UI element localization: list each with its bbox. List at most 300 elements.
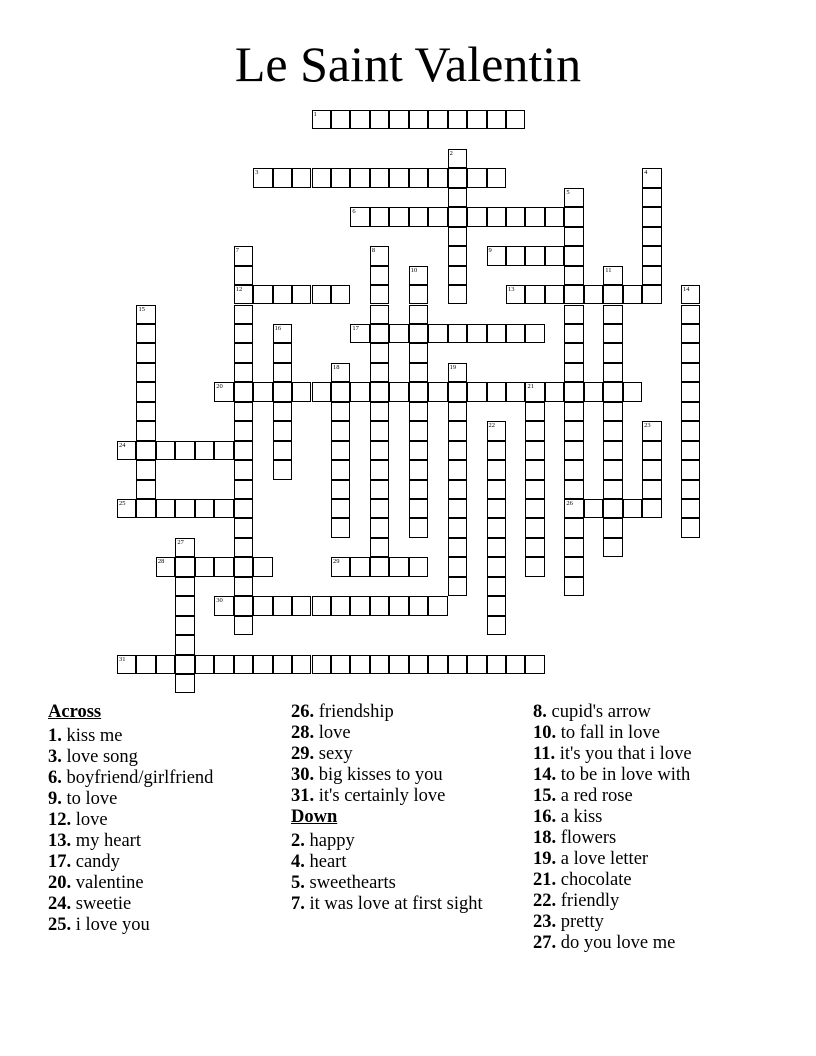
grid-cell[interactable]	[603, 285, 622, 304]
grid-cell[interactable]	[681, 480, 700, 499]
grid-cell[interactable]	[642, 188, 661, 207]
grid-cell[interactable]	[409, 285, 428, 304]
grid-cell[interactable]	[253, 285, 272, 304]
grid-cell[interactable]	[467, 207, 486, 226]
grid-cell[interactable]	[603, 538, 622, 557]
grid-cell[interactable]	[370, 285, 389, 304]
grid-cell[interactable]	[389, 324, 408, 343]
grid-cell[interactable]	[623, 285, 642, 304]
grid-cell[interactable]	[506, 207, 525, 226]
grid-cell[interactable]	[136, 421, 155, 440]
grid-cell[interactable]	[448, 168, 467, 187]
grid-cell[interactable]	[584, 499, 603, 518]
grid-cell[interactable]	[487, 324, 506, 343]
grid-cell[interactable]	[331, 110, 350, 129]
grid-cell[interactable]	[253, 382, 272, 401]
grid-cell[interactable]	[409, 480, 428, 499]
grid-cell[interactable]	[331, 499, 350, 518]
grid-cell[interactable]	[487, 518, 506, 537]
grid-cell[interactable]	[428, 324, 447, 343]
grid-cell[interactable]	[273, 285, 292, 304]
grid-cell[interactable]	[273, 324, 292, 343]
grid-cell[interactable]	[564, 557, 583, 576]
grid-cell[interactable]	[525, 518, 544, 537]
grid-cell[interactable]	[525, 538, 544, 557]
grid-cell[interactable]	[214, 499, 233, 518]
grid-cell[interactable]	[312, 168, 331, 187]
grid-cell[interactable]	[428, 110, 447, 129]
grid-cell[interactable]	[409, 168, 428, 187]
grid-cell[interactable]	[681, 499, 700, 518]
grid-cell[interactable]	[331, 421, 350, 440]
grid-cell[interactable]	[564, 246, 583, 265]
grid-cell[interactable]	[506, 324, 525, 343]
grid-cell[interactable]	[487, 382, 506, 401]
grid-cell[interactable]	[448, 577, 467, 596]
grid-cell[interactable]	[136, 460, 155, 479]
grid-cell[interactable]	[564, 421, 583, 440]
grid-cell[interactable]	[331, 382, 350, 401]
grid-cell[interactable]	[409, 557, 428, 576]
grid-cell[interactable]	[234, 557, 253, 576]
grid-cell[interactable]	[525, 557, 544, 576]
grid-cell[interactable]	[467, 110, 486, 129]
grid-cell[interactable]	[564, 480, 583, 499]
grid-cell[interactable]	[642, 246, 661, 265]
grid-cell[interactable]	[564, 382, 583, 401]
grid-cell[interactable]	[350, 596, 369, 615]
grid-cell[interactable]	[448, 324, 467, 343]
grid-cell[interactable]	[506, 655, 525, 674]
grid-cell[interactable]	[331, 168, 350, 187]
grid-cell[interactable]	[370, 518, 389, 537]
grid-cell[interactable]	[370, 557, 389, 576]
grid-cell[interactable]	[370, 402, 389, 421]
grid-cell[interactable]	[175, 674, 194, 693]
grid-cell[interactable]	[448, 441, 467, 460]
grid-cell[interactable]	[428, 382, 447, 401]
grid-cell[interactable]	[525, 460, 544, 479]
grid-cell[interactable]	[370, 343, 389, 362]
grid-cell[interactable]	[448, 207, 467, 226]
grid-cell[interactable]	[603, 402, 622, 421]
grid-cell[interactable]	[136, 441, 155, 460]
grid-cell[interactable]	[273, 382, 292, 401]
grid-cell[interactable]	[681, 285, 700, 304]
grid-cell[interactable]	[448, 285, 467, 304]
grid-cell[interactable]	[428, 596, 447, 615]
grid-cell[interactable]	[448, 518, 467, 537]
grid-cell[interactable]	[448, 110, 467, 129]
grid-cell[interactable]	[642, 266, 661, 285]
grid-cell[interactable]	[409, 402, 428, 421]
grid-cell[interactable]	[525, 402, 544, 421]
grid-cell[interactable]	[156, 557, 175, 576]
grid-cell[interactable]	[525, 285, 544, 304]
grid-cell[interactable]	[331, 655, 350, 674]
grid-cell[interactable]	[564, 227, 583, 246]
grid-cell[interactable]	[525, 207, 544, 226]
grid-cell[interactable]	[370, 538, 389, 557]
grid-cell[interactable]	[409, 596, 428, 615]
grid-cell[interactable]	[234, 246, 253, 265]
grid-cell[interactable]	[312, 110, 331, 129]
grid-cell[interactable]	[487, 577, 506, 596]
grid-cell[interactable]	[389, 382, 408, 401]
grid-cell[interactable]	[136, 655, 155, 674]
grid-cell[interactable]	[584, 382, 603, 401]
grid-cell[interactable]	[448, 538, 467, 557]
grid-cell[interactable]	[370, 363, 389, 382]
grid-cell[interactable]	[273, 402, 292, 421]
grid-cell[interactable]	[467, 168, 486, 187]
grid-cell[interactable]	[603, 363, 622, 382]
grid-cell[interactable]	[506, 285, 525, 304]
grid-cell[interactable]	[448, 499, 467, 518]
grid-cell[interactable]	[370, 655, 389, 674]
grid-cell[interactable]	[584, 285, 603, 304]
grid-cell[interactable]	[681, 343, 700, 362]
grid-cell[interactable]	[350, 207, 369, 226]
grid-cell[interactable]	[136, 402, 155, 421]
grid-cell[interactable]	[312, 382, 331, 401]
grid-cell[interactable]	[273, 343, 292, 362]
grid-cell[interactable]	[214, 441, 233, 460]
grid-cell[interactable]	[642, 285, 661, 304]
grid-cell[interactable]	[273, 168, 292, 187]
grid-cell[interactable]	[234, 577, 253, 596]
grid-cell[interactable]	[214, 557, 233, 576]
grid-cell[interactable]	[175, 635, 194, 654]
grid-cell[interactable]	[642, 441, 661, 460]
grid-cell[interactable]	[564, 188, 583, 207]
grid-cell[interactable]	[448, 227, 467, 246]
grid-cell[interactable]	[331, 480, 350, 499]
grid-cell[interactable]	[603, 518, 622, 537]
grid-cell[interactable]	[642, 207, 661, 226]
grid-cell[interactable]	[273, 460, 292, 479]
grid-cell[interactable]	[603, 480, 622, 499]
grid-cell[interactable]	[409, 460, 428, 479]
grid-cell[interactable]	[370, 168, 389, 187]
grid-cell[interactable]	[389, 557, 408, 576]
grid-cell[interactable]	[525, 655, 544, 674]
grid-cell[interactable]	[467, 324, 486, 343]
grid-cell[interactable]	[681, 305, 700, 324]
grid-cell[interactable]	[175, 441, 194, 460]
grid-cell[interactable]	[409, 655, 428, 674]
grid-cell[interactable]	[175, 596, 194, 615]
grid-cell[interactable]	[136, 382, 155, 401]
grid-cell[interactable]	[234, 324, 253, 343]
grid-cell[interactable]	[487, 168, 506, 187]
grid-cell[interactable]	[136, 343, 155, 362]
grid-cell[interactable]	[234, 655, 253, 674]
grid-cell[interactable]	[175, 499, 194, 518]
grid-cell[interactable]	[292, 655, 311, 674]
grid-cell[interactable]	[273, 363, 292, 382]
grid-cell[interactable]	[564, 363, 583, 382]
grid-cell[interactable]	[350, 382, 369, 401]
grid-cell[interactable]	[370, 207, 389, 226]
grid-cell[interactable]	[564, 577, 583, 596]
grid-cell[interactable]	[389, 596, 408, 615]
grid-cell[interactable]	[409, 266, 428, 285]
grid-cell[interactable]	[564, 441, 583, 460]
grid-cell[interactable]	[234, 285, 253, 304]
grid-cell[interactable]	[350, 168, 369, 187]
grid-cell[interactable]	[136, 324, 155, 343]
grid-cell[interactable]	[487, 596, 506, 615]
grid-cell[interactable]	[370, 460, 389, 479]
grid-cell[interactable]	[195, 557, 214, 576]
grid-cell[interactable]	[234, 616, 253, 635]
grid-cell[interactable]	[487, 246, 506, 265]
grid-cell[interactable]	[175, 557, 194, 576]
grid-cell[interactable]	[350, 557, 369, 576]
grid-cell[interactable]	[448, 421, 467, 440]
grid-cell[interactable]	[603, 421, 622, 440]
grid-cell[interactable]	[487, 480, 506, 499]
grid-cell[interactable]	[312, 655, 331, 674]
grid-cell[interactable]	[273, 421, 292, 440]
grid-cell[interactable]	[331, 441, 350, 460]
grid-cell[interactable]	[234, 402, 253, 421]
grid-cell[interactable]	[525, 421, 544, 440]
grid-cell[interactable]	[389, 207, 408, 226]
grid-cell[interactable]	[681, 402, 700, 421]
grid-cell[interactable]	[681, 324, 700, 343]
grid-cell[interactable]	[487, 441, 506, 460]
grid-cell[interactable]	[117, 499, 136, 518]
grid-cell[interactable]	[214, 382, 233, 401]
grid-cell[interactable]	[156, 655, 175, 674]
grid-cell[interactable]	[681, 441, 700, 460]
grid-cell[interactable]	[525, 382, 544, 401]
grid-cell[interactable]	[312, 285, 331, 304]
grid-cell[interactable]	[681, 518, 700, 537]
grid-cell[interactable]	[234, 363, 253, 382]
grid-cell[interactable]	[487, 616, 506, 635]
grid-cell[interactable]	[370, 266, 389, 285]
grid-cell[interactable]	[273, 441, 292, 460]
grid-cell[interactable]	[175, 616, 194, 635]
grid-cell[interactable]	[234, 460, 253, 479]
grid-cell[interactable]	[603, 382, 622, 401]
grid-cell[interactable]	[545, 246, 564, 265]
grid-cell[interactable]	[448, 480, 467, 499]
grid-cell[interactable]	[603, 343, 622, 362]
grid-cell[interactable]	[409, 382, 428, 401]
grid-cell[interactable]	[234, 596, 253, 615]
grid-cell[interactable]	[506, 382, 525, 401]
grid-cell[interactable]	[234, 538, 253, 557]
grid-cell[interactable]	[487, 110, 506, 129]
grid-cell[interactable]	[175, 538, 194, 557]
grid-cell[interactable]	[564, 305, 583, 324]
grid-cell[interactable]	[428, 168, 447, 187]
grid-cell[interactable]	[253, 557, 272, 576]
grid-cell[interactable]	[564, 285, 583, 304]
grid-cell[interactable]	[234, 421, 253, 440]
grid-cell[interactable]	[525, 499, 544, 518]
grid-cell[interactable]	[623, 382, 642, 401]
grid-cell[interactable]	[350, 655, 369, 674]
grid-cell[interactable]	[292, 168, 311, 187]
grid-cell[interactable]	[389, 110, 408, 129]
grid-cell[interactable]	[545, 382, 564, 401]
grid-cell[interactable]	[234, 382, 253, 401]
grid-cell[interactable]	[409, 324, 428, 343]
grid-cell[interactable]	[175, 577, 194, 596]
grid-cell[interactable]	[603, 305, 622, 324]
grid-cell[interactable]	[136, 480, 155, 499]
grid-cell[interactable]	[564, 518, 583, 537]
grid-cell[interactable]	[234, 266, 253, 285]
grid-cell[interactable]	[448, 460, 467, 479]
grid-cell[interactable]	[603, 266, 622, 285]
grid-cell[interactable]	[195, 655, 214, 674]
grid-cell[interactable]	[234, 441, 253, 460]
grid-cell[interactable]	[564, 538, 583, 557]
grid-cell[interactable]	[564, 324, 583, 343]
grid-cell[interactable]	[603, 324, 622, 343]
grid-cell[interactable]	[525, 480, 544, 499]
grid-cell[interactable]	[487, 499, 506, 518]
grid-cell[interactable]	[642, 227, 661, 246]
grid-cell[interactable]	[642, 421, 661, 440]
grid-cell[interactable]	[331, 363, 350, 382]
grid-cell[interactable]	[681, 363, 700, 382]
grid-cell[interactable]	[175, 655, 194, 674]
grid-cell[interactable]	[448, 246, 467, 265]
grid-cell[interactable]	[370, 499, 389, 518]
grid-cell[interactable]	[234, 518, 253, 537]
grid-cell[interactable]	[136, 305, 155, 324]
grid-cell[interactable]	[428, 207, 447, 226]
grid-cell[interactable]	[564, 402, 583, 421]
grid-cell[interactable]	[448, 557, 467, 576]
grid-cell[interactable]	[234, 305, 253, 324]
grid-cell[interactable]	[370, 246, 389, 265]
grid-cell[interactable]	[409, 305, 428, 324]
grid-cell[interactable]	[331, 460, 350, 479]
grid-cell[interactable]	[370, 441, 389, 460]
grid-cell[interactable]	[448, 266, 467, 285]
grid-cell[interactable]	[136, 499, 155, 518]
grid-cell[interactable]	[370, 596, 389, 615]
grid-cell[interactable]	[564, 343, 583, 362]
grid-cell[interactable]	[564, 499, 583, 518]
grid-cell[interactable]	[156, 499, 175, 518]
grid-cell[interactable]	[350, 110, 369, 129]
grid-cell[interactable]	[642, 499, 661, 518]
grid-cell[interactable]	[603, 460, 622, 479]
grid-cell[interactable]	[603, 441, 622, 460]
grid-cell[interactable]	[312, 596, 331, 615]
grid-cell[interactable]	[487, 207, 506, 226]
grid-cell[interactable]	[331, 596, 350, 615]
grid-cell[interactable]	[487, 460, 506, 479]
grid-cell[interactable]	[389, 168, 408, 187]
grid-cell[interactable]	[136, 363, 155, 382]
grid-cell[interactable]	[409, 421, 428, 440]
grid-cell[interactable]	[409, 343, 428, 362]
grid-cell[interactable]	[428, 655, 447, 674]
grid-cell[interactable]	[564, 460, 583, 479]
grid-cell[interactable]	[506, 110, 525, 129]
grid-cell[interactable]	[234, 480, 253, 499]
grid-cell[interactable]	[487, 421, 506, 440]
grid-cell[interactable]	[564, 207, 583, 226]
grid-cell[interactable]	[448, 402, 467, 421]
grid-cell[interactable]	[273, 655, 292, 674]
grid-cell[interactable]	[409, 110, 428, 129]
grid-cell[interactable]	[545, 207, 564, 226]
grid-cell[interactable]	[448, 363, 467, 382]
grid-cell[interactable]	[448, 188, 467, 207]
grid-cell[interactable]	[409, 518, 428, 537]
grid-cell[interactable]	[409, 441, 428, 460]
grid-cell[interactable]	[623, 499, 642, 518]
grid-cell[interactable]	[253, 596, 272, 615]
grid-cell[interactable]	[156, 441, 175, 460]
grid-cell[interactable]	[525, 246, 544, 265]
grid-cell[interactable]	[681, 460, 700, 479]
grid-cell[interactable]	[487, 557, 506, 576]
grid-cell[interactable]	[214, 655, 233, 674]
grid-cell[interactable]	[409, 363, 428, 382]
grid-cell[interactable]	[642, 480, 661, 499]
grid-cell[interactable]	[681, 382, 700, 401]
grid-cell[interactable]	[253, 655, 272, 674]
grid-cell[interactable]	[292, 285, 311, 304]
grid-cell[interactable]	[409, 499, 428, 518]
grid-cell[interactable]	[487, 655, 506, 674]
grid-cell[interactable]	[448, 149, 467, 168]
grid-cell[interactable]	[370, 305, 389, 324]
grid-cell[interactable]	[409, 207, 428, 226]
grid-cell[interactable]	[253, 168, 272, 187]
grid-cell[interactable]	[331, 518, 350, 537]
grid-cell[interactable]	[525, 324, 544, 343]
grid-cell[interactable]	[370, 324, 389, 343]
grid-cell[interactable]	[331, 557, 350, 576]
grid-cell[interactable]	[350, 324, 369, 343]
grid-cell[interactable]	[234, 499, 253, 518]
grid-cell[interactable]	[195, 499, 214, 518]
grid-cell[interactable]	[487, 538, 506, 557]
grid-cell[interactable]	[214, 596, 233, 615]
grid-cell[interactable]	[292, 382, 311, 401]
grid-cell[interactable]	[467, 382, 486, 401]
grid-cell[interactable]	[370, 480, 389, 499]
grid-cell[interactable]	[525, 441, 544, 460]
grid-cell[interactable]	[117, 441, 136, 460]
grid-cell[interactable]	[195, 441, 214, 460]
grid-cell[interactable]	[564, 266, 583, 285]
grid-cell[interactable]	[642, 460, 661, 479]
grid-cell[interactable]	[370, 382, 389, 401]
grid-cell[interactable]	[292, 596, 311, 615]
grid-cell[interactable]	[331, 402, 350, 421]
grid-cell[interactable]	[370, 110, 389, 129]
grid-cell[interactable]	[603, 499, 622, 518]
grid-cell[interactable]	[642, 168, 661, 187]
grid-cell[interactable]	[545, 285, 564, 304]
grid-cell[interactable]	[506, 246, 525, 265]
grid-cell[interactable]	[273, 596, 292, 615]
